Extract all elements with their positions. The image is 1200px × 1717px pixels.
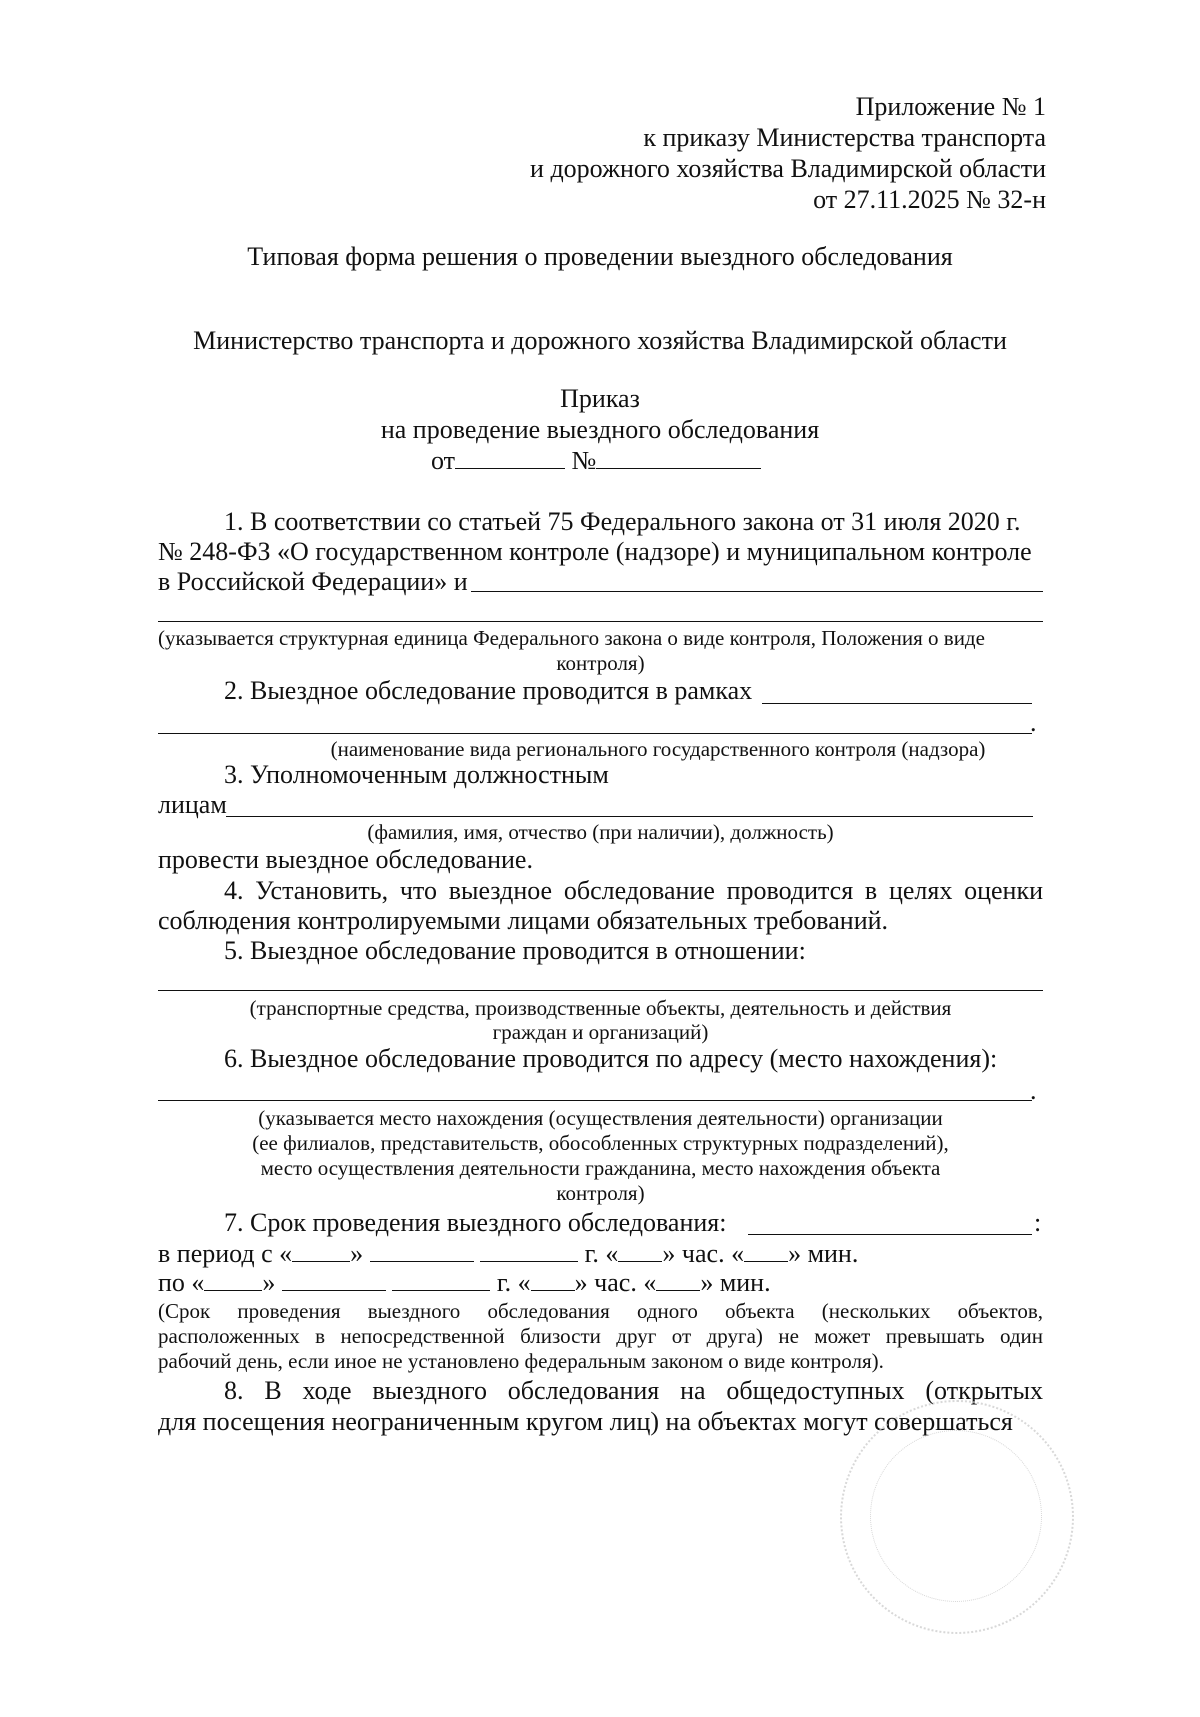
period-to-minute-blank — [656, 1268, 700, 1291]
item-2-line — [224, 676, 752, 706]
order-subtitle: на проведение выездного обследования — [380, 415, 820, 444]
item-6-hint-line-4: контроля) — [556, 1181, 645, 1205]
ministry-name: Министерство транспорта и дорожного хозяйства Владимирской области — [193, 326, 1007, 355]
item-3-line-2: лицам — [158, 790, 227, 819]
period-to-hour-blank — [531, 1268, 575, 1291]
period-to-year-label: г. « — [496, 1268, 531, 1297]
item-2-blank-2 — [158, 733, 1032, 734]
period-to-hour-label: » час. « — [574, 1268, 657, 1297]
item-1-line-2: № 248-ФЗ «О государственном контроле (надзоре) и муниципальном контроле — [158, 537, 1032, 566]
item-6-blank — [158, 1100, 1032, 1101]
appendix-number: Приложение № 1 — [855, 92, 1046, 121]
item-6-hint-line-3: место осуществления деятельности гражданина, место нахождения объекта — [260, 1156, 941, 1180]
period-from-minute-label: » мин. — [788, 1239, 859, 1268]
item-1-line-1: 1. В соответствии со статьей 75 Федерального закона от 31 июля 2020 г. — [224, 507, 1021, 536]
item-1-line-3: в Российской Федерации» и — [158, 567, 468, 596]
order-date-blank — [455, 446, 565, 469]
item-5-line: 5. Выездное обследование проводится в отношении: — [224, 936, 806, 965]
order-number-blank — [596, 446, 761, 469]
item-7-blank — [748, 1234, 1032, 1235]
item-3-line-3: провести выездное обследование. — [158, 845, 533, 874]
period-from-day-blank — [292, 1239, 350, 1262]
period-to-prefix: по « — [158, 1268, 205, 1297]
appendix-order-ref: к приказу Министерства транспорта — [643, 123, 1046, 152]
period-to-year-blank — [392, 1268, 490, 1291]
order-number-label: № — [571, 446, 597, 475]
item-7-note-line-3: рабочий день, если иное не установлено федеральным законом о виде контроля). — [158, 1349, 884, 1373]
item-5-hint-line-2: граждан и организаций) — [492, 1020, 709, 1044]
period-to-quote: » — [262, 1268, 276, 1297]
item-1-hint-line-2: контроля) — [556, 651, 645, 675]
item-2-blank-1 — [762, 703, 1032, 704]
item-6-end: . — [1030, 1076, 1037, 1105]
item-2-text: 2. Выездное обследование проводится в рамках — [224, 676, 753, 705]
appendix-ministry: и дорожного хозяйства Владимирской области — [530, 154, 1046, 183]
item-5-blank — [158, 990, 1043, 991]
period-from-hour-blank — [618, 1239, 662, 1262]
item-2-hint: (наименование вида регионального государственного контроля (надзора) — [330, 737, 986, 761]
item-6-hint-line-1: (указывается место нахождения (осуществления деятельности) организации — [258, 1106, 943, 1130]
period-from-hour-label: » час. « — [662, 1239, 745, 1268]
period-from-quote: » — [350, 1239, 364, 1268]
item-2-end: . — [1030, 708, 1037, 737]
period-from-year-blank — [480, 1239, 578, 1262]
item-1-blank-1 — [471, 591, 1043, 592]
period-from-month-blank — [370, 1239, 474, 1262]
item-4-line-1: 4. Установить, что выездное обследование проводится в целях оценки — [224, 876, 1043, 905]
item-7-line: 7. Срок проведения выездного обследования: — [224, 1208, 727, 1237]
item-7-period-from — [158, 1239, 858, 1269]
item-5-hint-line-1: (транспортные средства, производственные объекты, деятельность и действия — [249, 996, 952, 1020]
order-date-number-line — [431, 446, 761, 476]
item-3-blank — [226, 816, 1033, 817]
period-to-day-blank — [204, 1268, 262, 1291]
seal-stamp-inner — [870, 1430, 1042, 1602]
period-from-minute-blank — [744, 1239, 788, 1262]
item-8-line-2: для посещения неограниченным кругом лиц) на объектах могут совершаться — [158, 1407, 1013, 1436]
period-to-month-blank — [282, 1268, 386, 1291]
item-4-line-2: соблюдения контролируемыми лицами обязательных требований. — [158, 906, 889, 935]
item-7-note-line-1: (Срок проведения выездного обследования одного объекта (нескольких объектов, — [158, 1299, 1043, 1323]
order-title: Приказ — [560, 384, 640, 413]
order-date-label: от — [431, 446, 456, 475]
item-1-hint-line-1: (указывается структурная единица Федерального закона о виде контроля, Положения о виде — [158, 626, 985, 650]
item-6-hint-line-2: (ее филиалов, представительств, обособленных структурных подразделений), — [252, 1131, 949, 1155]
form-title: Типовая форма решения о проведении выездного обследования — [247, 242, 953, 271]
period-from-year-label: г. « — [584, 1239, 619, 1268]
item-1-blank-2 — [158, 621, 1043, 622]
item-3-hint: (фамилия, имя, отчество (при наличии), должность) — [367, 820, 834, 844]
item-6-line: 6. Выездное обследование проводится по адресу (место нахождения): — [224, 1044, 998, 1073]
item-7-end: : — [1034, 1208, 1042, 1237]
period-from-prefix: в период с « — [158, 1239, 293, 1268]
item-8-line-1: 8. В ходе выездного обследования на общедоступных (открытых — [224, 1376, 1043, 1405]
item-3-line-1: 3. Уполномоченным должностным — [224, 760, 609, 789]
appendix-date: от 27.11.2025 № 32-н — [813, 185, 1046, 214]
period-to-minute-label: » мин. — [700, 1268, 771, 1297]
item-7-period-to — [158, 1268, 771, 1298]
item-7-note-line-2: расположенных в непосредственной близости друг от друга) не может превышать один — [158, 1324, 1043, 1348]
